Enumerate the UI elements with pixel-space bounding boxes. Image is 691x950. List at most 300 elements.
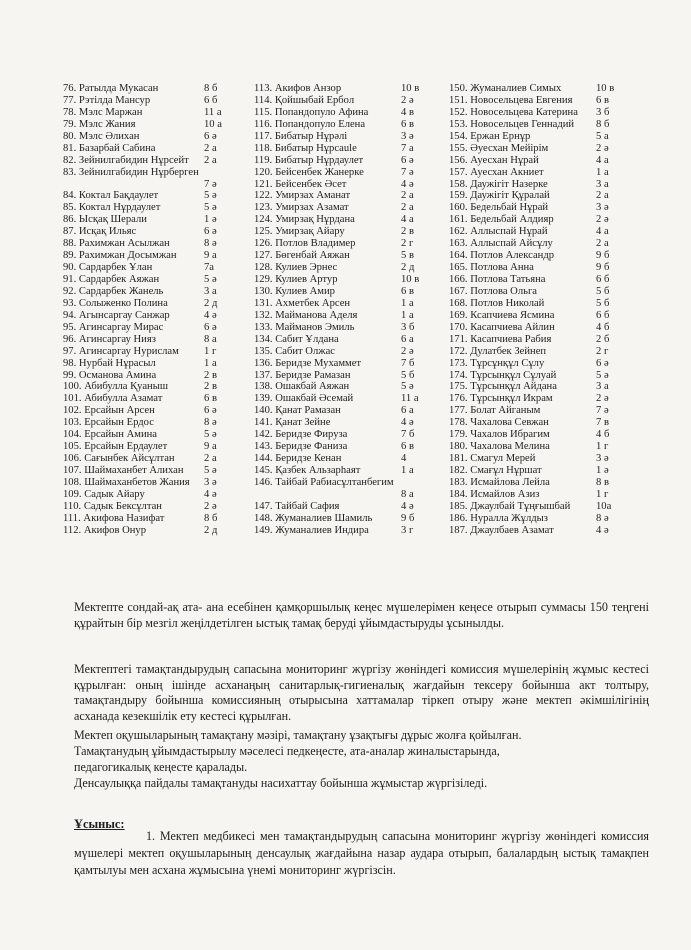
class-grade: 1 ә bbox=[204, 214, 217, 226]
class-grade: 5 ә bbox=[204, 190, 217, 202]
student-name: Джаулбаев Азамат bbox=[470, 524, 554, 536]
list-item bbox=[63, 477, 253, 489]
class-grade: 4 ә bbox=[596, 524, 609, 536]
class-grade: 2 г bbox=[401, 238, 414, 250]
class-grade: 3 ә bbox=[204, 476, 217, 488]
student-list-column-2 bbox=[254, 83, 446, 537]
list-item bbox=[254, 190, 446, 202]
list-item bbox=[254, 202, 446, 214]
list-item bbox=[449, 262, 644, 274]
list-item-number: 139. bbox=[254, 393, 273, 405]
list-item-number: 89. bbox=[63, 250, 77, 262]
list-item bbox=[63, 346, 253, 358]
list-item bbox=[254, 155, 446, 167]
list-item bbox=[63, 489, 253, 501]
list-item bbox=[254, 346, 446, 358]
list-item-number: 114. bbox=[254, 94, 273, 106]
class-grade: 5 ә bbox=[204, 274, 217, 285]
list-item bbox=[254, 286, 446, 298]
list-item-number: 163. bbox=[449, 238, 468, 250]
student-name: Жуманалиев Индира bbox=[275, 524, 369, 536]
list-item-number: 159. bbox=[449, 190, 468, 202]
student-name: Потлова Анна bbox=[470, 262, 534, 274]
class-grade: 2 ә bbox=[401, 345, 414, 357]
list-item bbox=[63, 83, 253, 95]
student-name: Новосельцева Евгения bbox=[470, 94, 573, 106]
student-name: Исмайлов Азиз bbox=[470, 488, 540, 500]
student-name: Қазбек Альзарhаят bbox=[275, 465, 361, 476]
student-name: Умирзақ Нұрдана bbox=[275, 214, 355, 226]
list-item-number: 144. bbox=[254, 453, 273, 465]
list-item-number: 166. bbox=[449, 274, 468, 285]
student-name: Потлов Николай bbox=[470, 297, 545, 309]
student-name: Кулиев Амир bbox=[275, 285, 335, 297]
class-grade: 8 б bbox=[596, 118, 610, 130]
class-grade: 2 ә bbox=[596, 142, 609, 154]
list-item bbox=[449, 238, 644, 250]
list-item-number: 129. bbox=[254, 274, 273, 285]
class-grade: 2 а bbox=[204, 142, 217, 154]
student-list-column-3 bbox=[449, 83, 644, 537]
list-item-number: 171. bbox=[449, 333, 468, 345]
class-grade: 4 а bbox=[596, 226, 609, 238]
list-item bbox=[254, 465, 446, 477]
list-item-number: 157. bbox=[449, 166, 468, 178]
student-name: Нурбай Нұрасыл bbox=[78, 357, 156, 369]
student-name: Зейнилгабидин Нұрберген bbox=[78, 166, 199, 178]
class-grade: 3 а bbox=[204, 285, 217, 297]
class-grade: 3 б bbox=[596, 106, 610, 118]
list-item bbox=[63, 334, 253, 346]
student-name: Потлов Владимер bbox=[275, 238, 356, 250]
student-name: Садык Бексұлтан bbox=[83, 500, 162, 512]
list-item bbox=[63, 226, 253, 238]
list-item bbox=[449, 322, 644, 334]
list-item bbox=[254, 477, 446, 489]
class-grade: 8 ә bbox=[596, 512, 609, 524]
list-item bbox=[63, 202, 253, 214]
class-grade: 7 б bbox=[401, 357, 415, 369]
list-item bbox=[449, 405, 644, 417]
list-item bbox=[254, 489, 446, 501]
student-name: Қанат Зейне bbox=[275, 417, 331, 429]
list-item bbox=[254, 501, 446, 513]
list-item bbox=[254, 107, 446, 119]
class-grade: 6 б bbox=[596, 274, 610, 285]
list-item bbox=[449, 393, 644, 405]
list-item-number: 107. bbox=[63, 465, 82, 476]
list-item-number: 132. bbox=[254, 309, 273, 321]
class-grade: 8 а bbox=[204, 333, 217, 345]
class-grade: 6 ә bbox=[596, 357, 609, 369]
list-item bbox=[254, 214, 446, 226]
list-item bbox=[63, 131, 253, 143]
class-grade: 6 б bbox=[596, 309, 610, 321]
class-grade: 4 ә bbox=[401, 500, 414, 512]
list-item bbox=[449, 214, 644, 226]
student-name: Нуралла Жұлдыз bbox=[470, 512, 548, 524]
list-item bbox=[63, 262, 253, 274]
student-name: Майманов Эмиль bbox=[275, 321, 355, 333]
class-grade: 6 ә bbox=[204, 226, 217, 238]
class-grade: 2 в bbox=[204, 369, 217, 381]
class-grade: 2 ә bbox=[401, 94, 414, 106]
list-item-number: 120. bbox=[254, 166, 273, 178]
list-item-number: 138. bbox=[254, 381, 273, 393]
list-item bbox=[63, 143, 253, 155]
class-grade: 7 ә bbox=[596, 405, 609, 417]
list-item-number: 94. bbox=[63, 309, 77, 321]
class-grade: 5 ә bbox=[204, 202, 217, 214]
class-grade: 8 б bbox=[204, 512, 218, 524]
list-item-number: 148. bbox=[254, 512, 273, 524]
class-grade: 2 б bbox=[596, 333, 610, 345]
list-item-number: 126. bbox=[254, 238, 273, 250]
student-name: Ысқақ Шерали bbox=[78, 214, 147, 226]
list-item-number: 136. bbox=[254, 357, 273, 369]
list-item-number: 91. bbox=[63, 274, 77, 285]
class-grade: 10а bbox=[596, 500, 612, 512]
student-name: Чахалова Севжан bbox=[470, 417, 549, 429]
list-item bbox=[449, 155, 644, 167]
paragraph-menu: Мектеп оқушыларының тамақтану мәзірі, тамақтану ұзақтығы дұрыс жолға қойылған. bbox=[74, 728, 522, 742]
student-name: Зейнилгабидин Нұрсейт bbox=[78, 154, 189, 166]
list-item-number: 145. bbox=[254, 465, 273, 476]
student-name: Исмайлова Лейла bbox=[470, 476, 550, 488]
class-grade: 2 ә bbox=[204, 500, 217, 512]
student-name: Мэлс Әлихан bbox=[78, 130, 140, 142]
list-item bbox=[63, 238, 253, 250]
list-item bbox=[449, 429, 644, 441]
class-grade: 1 а bbox=[401, 309, 414, 321]
class-grade: 6 в bbox=[596, 94, 609, 106]
class-grade: 1 г bbox=[204, 345, 217, 357]
list-item-number: 175. bbox=[449, 381, 468, 393]
list-item bbox=[63, 214, 253, 226]
student-name: Сабит Ұлдана bbox=[275, 333, 339, 345]
list-item bbox=[63, 119, 253, 131]
list-item-number: 85. bbox=[63, 202, 77, 214]
student-name: Ерсайын Амина bbox=[84, 429, 158, 441]
student-name: Беридзе Фируза bbox=[275, 429, 348, 441]
list-item-number: 167. bbox=[449, 285, 468, 297]
student-name: Беридзе Рамазан bbox=[275, 369, 351, 381]
list-item bbox=[63, 513, 253, 525]
list-item-number: 128. bbox=[254, 262, 273, 274]
class-grade: 6 в bbox=[401, 285, 414, 297]
student-name: Базарбай Сабина bbox=[78, 142, 156, 154]
student-name: Рахимжан Асылжан bbox=[78, 238, 170, 250]
list-item-number: 176. bbox=[449, 393, 468, 405]
class-grade: 2 а bbox=[204, 453, 217, 465]
list-item-number: 154. bbox=[449, 130, 468, 142]
list-item-number: 127. bbox=[254, 250, 273, 262]
list-item-number: 83. bbox=[63, 166, 77, 178]
list-item bbox=[63, 286, 253, 298]
class-grade: 1 г bbox=[596, 488, 609, 500]
list-item bbox=[254, 298, 446, 310]
list-item-number: 98. bbox=[63, 357, 77, 369]
list-item-number: 119. bbox=[254, 154, 273, 166]
class-grade: 5 б bbox=[401, 369, 415, 381]
list-item-number: 87. bbox=[63, 226, 77, 238]
list-item bbox=[63, 441, 253, 453]
class-grade: 1 а bbox=[204, 357, 217, 369]
list-item-number: 124. bbox=[254, 214, 273, 226]
student-name: Жуманалиев Шамиль bbox=[275, 512, 373, 524]
list-item bbox=[449, 167, 644, 179]
student-name: Сабит Олжас bbox=[275, 345, 335, 357]
class-grade: 6 ә bbox=[204, 321, 217, 333]
class-grade: 4 ә bbox=[204, 309, 217, 321]
list-item bbox=[63, 274, 253, 286]
student-name: Ерсайын Ердос bbox=[84, 417, 154, 429]
list-item bbox=[254, 250, 446, 262]
class-grade: 2 а bbox=[204, 154, 217, 166]
class-grade: 7 в bbox=[596, 417, 609, 429]
list-item bbox=[449, 298, 644, 310]
student-name: Ошакбай Әсемай bbox=[275, 393, 354, 405]
student-name: Коктал Нұрдаулет bbox=[78, 202, 161, 214]
student-name: Смағұл Нұршат bbox=[470, 465, 542, 476]
class-grade: 1 г bbox=[596, 441, 609, 453]
list-item-number: 187. bbox=[449, 524, 468, 536]
list-item-number: 77. bbox=[63, 94, 77, 106]
student-name: Мэлс Маржан bbox=[78, 106, 143, 118]
list-item bbox=[254, 358, 446, 370]
list-item bbox=[449, 525, 644, 537]
list-item bbox=[449, 370, 644, 382]
student-name: Агинсаргау Мирас bbox=[78, 321, 164, 333]
list-item bbox=[254, 393, 446, 405]
class-grade: 4 а bbox=[401, 214, 414, 226]
student-name: Бибатыр Нұрәлі bbox=[274, 130, 348, 142]
student-name: Бөгенбай Аяжан bbox=[275, 250, 350, 262]
class-grade: 1 а bbox=[596, 166, 609, 178]
list-item-number: 123. bbox=[254, 202, 273, 214]
list-item bbox=[63, 429, 253, 441]
list-item bbox=[254, 441, 446, 453]
list-item bbox=[63, 190, 253, 202]
class-grade: 4 ә bbox=[401, 417, 414, 429]
list-item bbox=[254, 417, 446, 429]
class-grade: 6 в bbox=[401, 118, 414, 130]
student-name: Ксапчиева Ясмина bbox=[470, 309, 555, 321]
list-item-number: 88. bbox=[63, 238, 77, 250]
list-item bbox=[449, 381, 644, 393]
class-grade: 6 а bbox=[401, 405, 414, 417]
student-name: Бейсенбек Жанерке bbox=[275, 166, 364, 178]
list-item bbox=[449, 274, 644, 286]
class-grade: 8 в bbox=[596, 476, 609, 488]
list-item-number: 99. bbox=[63, 369, 77, 381]
list-item-number: 113. bbox=[254, 83, 273, 94]
list-item bbox=[254, 179, 446, 191]
student-name: Даужігіт Құралай bbox=[470, 190, 550, 202]
list-item-number: 183. bbox=[449, 476, 468, 488]
list-item bbox=[449, 107, 644, 119]
student-name: Тұрсынқұл Сұлуай bbox=[470, 369, 557, 381]
list-item-number: 134. bbox=[254, 333, 273, 345]
class-grade: 11 а bbox=[401, 393, 419, 405]
class-grade: 6 ә bbox=[204, 405, 217, 417]
list-item bbox=[63, 310, 253, 322]
list-item-number: 160. bbox=[449, 202, 468, 214]
student-name: Қойшыбай Ербол bbox=[274, 94, 355, 106]
class-grade: 2 ә bbox=[596, 393, 609, 405]
student-name: Потлов Александр bbox=[470, 250, 555, 262]
student-name: Исқақ Ильяс bbox=[78, 226, 137, 238]
student-name: Ауесхан Акниет bbox=[470, 166, 544, 178]
list-item bbox=[63, 393, 253, 405]
list-item-number: 143. bbox=[254, 441, 273, 453]
student-name: Болат Айганым bbox=[470, 405, 541, 417]
student-name: Сардарбек Жанель bbox=[78, 285, 164, 297]
student-name: Абибулла Қуаныш bbox=[84, 381, 168, 393]
student-name: Аллыспай Нұрай bbox=[470, 226, 548, 238]
list-item-number: 111. bbox=[63, 512, 81, 524]
list-item-number: 152. bbox=[449, 106, 468, 118]
list-item-number: 105. bbox=[63, 441, 82, 453]
list-item bbox=[254, 370, 446, 382]
class-grade: 11 а bbox=[204, 106, 222, 118]
list-item bbox=[449, 453, 644, 465]
list-item bbox=[449, 465, 644, 477]
list-item bbox=[449, 250, 644, 262]
class-grade: 8 а bbox=[401, 488, 414, 500]
class-grade: 5 ә bbox=[401, 381, 414, 393]
class-grade: 3 б bbox=[401, 321, 415, 333]
list-item bbox=[254, 525, 446, 537]
list-item bbox=[254, 238, 446, 250]
class-grade: 2 а bbox=[596, 238, 609, 250]
student-name: Акифова Назифат bbox=[83, 512, 165, 524]
student-name: Ратылда Мукасан bbox=[78, 83, 159, 94]
student-name: Новосельцев Геннадий bbox=[470, 118, 575, 130]
student-name: Сардарбек Аяжан bbox=[78, 274, 160, 285]
student-name: Кулиев Артур bbox=[275, 274, 338, 285]
class-grade: 5 ә bbox=[204, 465, 217, 476]
class-grade: 2 в bbox=[401, 226, 414, 238]
student-name: Бибатыр Нұрсаule bbox=[274, 142, 357, 154]
list-item-number: 133. bbox=[254, 321, 273, 333]
list-item bbox=[63, 322, 253, 334]
list-item-number: 161. bbox=[449, 214, 468, 226]
paragraph-discounted-meals: Мектепте сондай-ақ ата- ана есебінен қамқоршылық кеңес мүшелерімен кеңесе отырып суммасы 150 теңгені құрайтын бір мезгіл жеңілдетілген ыстық тамақ беруді ұйымдастыруды ұсынылды. bbox=[74, 600, 649, 630]
list-item-number: 170. bbox=[449, 321, 468, 333]
list-item bbox=[449, 95, 644, 107]
list-item-number: 185. bbox=[449, 500, 468, 512]
list-item bbox=[63, 501, 253, 513]
student-name: Бейсенбек Әсет bbox=[275, 178, 347, 190]
list-item-number: 76. bbox=[63, 83, 77, 94]
list-item bbox=[449, 143, 644, 155]
list-item-number: 147. bbox=[254, 500, 273, 512]
student-name: Беридзе Кенан bbox=[275, 453, 342, 465]
list-item-number: 108. bbox=[63, 476, 82, 488]
list-item bbox=[254, 334, 446, 346]
list-item-number: 135. bbox=[254, 345, 273, 357]
list-item bbox=[63, 179, 253, 191]
list-item-number: 93. bbox=[63, 297, 77, 309]
student-name: Османова Амина bbox=[78, 369, 157, 381]
class-grade: 7 а bbox=[401, 142, 414, 154]
student-name: Умирзақ Айару bbox=[275, 226, 345, 238]
list-item-number: 118. bbox=[254, 142, 273, 154]
class-grade: 2 ә bbox=[596, 214, 609, 226]
class-grade: 6 в bbox=[401, 441, 414, 453]
list-item-number: 181. bbox=[449, 453, 468, 465]
student-name: Даужігіт Назерке bbox=[470, 178, 548, 190]
class-grade: 10 в bbox=[401, 83, 420, 94]
list-item bbox=[254, 310, 446, 322]
list-item-number: 90. bbox=[63, 262, 77, 274]
list-item bbox=[449, 83, 644, 95]
list-item-number: 106. bbox=[63, 453, 82, 465]
class-grade: 1 а bbox=[401, 465, 414, 476]
list-item-number: 142. bbox=[254, 429, 273, 441]
list-item bbox=[449, 358, 644, 370]
paragraph-organization-cont: педагогикалық кеңесте қаралады. bbox=[74, 760, 248, 774]
list-item bbox=[254, 95, 446, 107]
student-name: Тайбай Сафия bbox=[275, 500, 340, 512]
student-list-column-1 bbox=[63, 83, 253, 537]
list-item-number: 104. bbox=[63, 429, 82, 441]
recommendation-heading: Ұсыныс: bbox=[74, 817, 125, 831]
student-name: Попандопуло Афина bbox=[274, 106, 369, 118]
class-grade: 6 в bbox=[204, 393, 217, 405]
class-grade: 8 ә bbox=[204, 417, 217, 429]
student-name: Қанат Рамазан bbox=[275, 405, 341, 417]
class-grade: 4 ә bbox=[401, 178, 414, 190]
class-grade: 2 а bbox=[401, 190, 414, 202]
list-item bbox=[254, 83, 446, 95]
class-grade: 9 б bbox=[596, 250, 610, 262]
list-item-number: 81. bbox=[63, 142, 77, 154]
list-item bbox=[254, 381, 446, 393]
student-name: Коктал Бақдаулет bbox=[78, 190, 159, 202]
list-item bbox=[254, 262, 446, 274]
student-name: Касапчиева Айлин bbox=[470, 321, 555, 333]
class-grade: 2 а bbox=[401, 202, 414, 214]
list-item-number: 149. bbox=[254, 524, 273, 536]
list-item-number: 100. bbox=[63, 381, 82, 393]
list-item bbox=[254, 131, 446, 143]
student-name: Дулатбек Зейнеп bbox=[470, 345, 547, 357]
list-item-number: 95. bbox=[63, 321, 77, 333]
list-item-number: 130. bbox=[254, 285, 273, 297]
list-item-number: 80. bbox=[63, 130, 77, 142]
list-item bbox=[63, 525, 253, 537]
student-name: Беридзе Мухаммет bbox=[275, 357, 362, 369]
list-item-number: 172. bbox=[449, 345, 468, 357]
class-grade: 3 г bbox=[401, 524, 414, 536]
student-name: Тұрсұнқұл Сұлу bbox=[470, 357, 545, 369]
list-item bbox=[63, 155, 253, 167]
list-item-number: 164. bbox=[449, 250, 468, 262]
student-name: Джаулбай Тұңғышбай bbox=[470, 500, 571, 512]
list-item-number: 116. bbox=[254, 118, 273, 130]
paragraph-monitoring-commission: Мектептегі тамақтандырудың сапасына мониторинг жүргізу жөніндегі комиссия мүшелерінің жұмыс кестесі құрылған: оның ішінде асханаңың санитарлық-гигиеналық жағдайын тексеру бойынша акт толтыру, тамақтандыру бойынша комиссияның отырысына хаттамалар тіркеп отыру және мектеп әкімшілігінің асханада кезекшілік ету кестесі құрылған. bbox=[74, 662, 649, 723]
class-grade: 2 д bbox=[204, 297, 218, 309]
student-name: Әуесхан Мейірім bbox=[470, 142, 549, 154]
class-grade: 2 в bbox=[204, 381, 217, 393]
list-item bbox=[449, 310, 644, 322]
list-item bbox=[449, 477, 644, 489]
list-item-number: 82. bbox=[63, 154, 77, 166]
class-grade: 1 ә bbox=[596, 465, 609, 476]
list-item-number: 140. bbox=[254, 405, 273, 417]
